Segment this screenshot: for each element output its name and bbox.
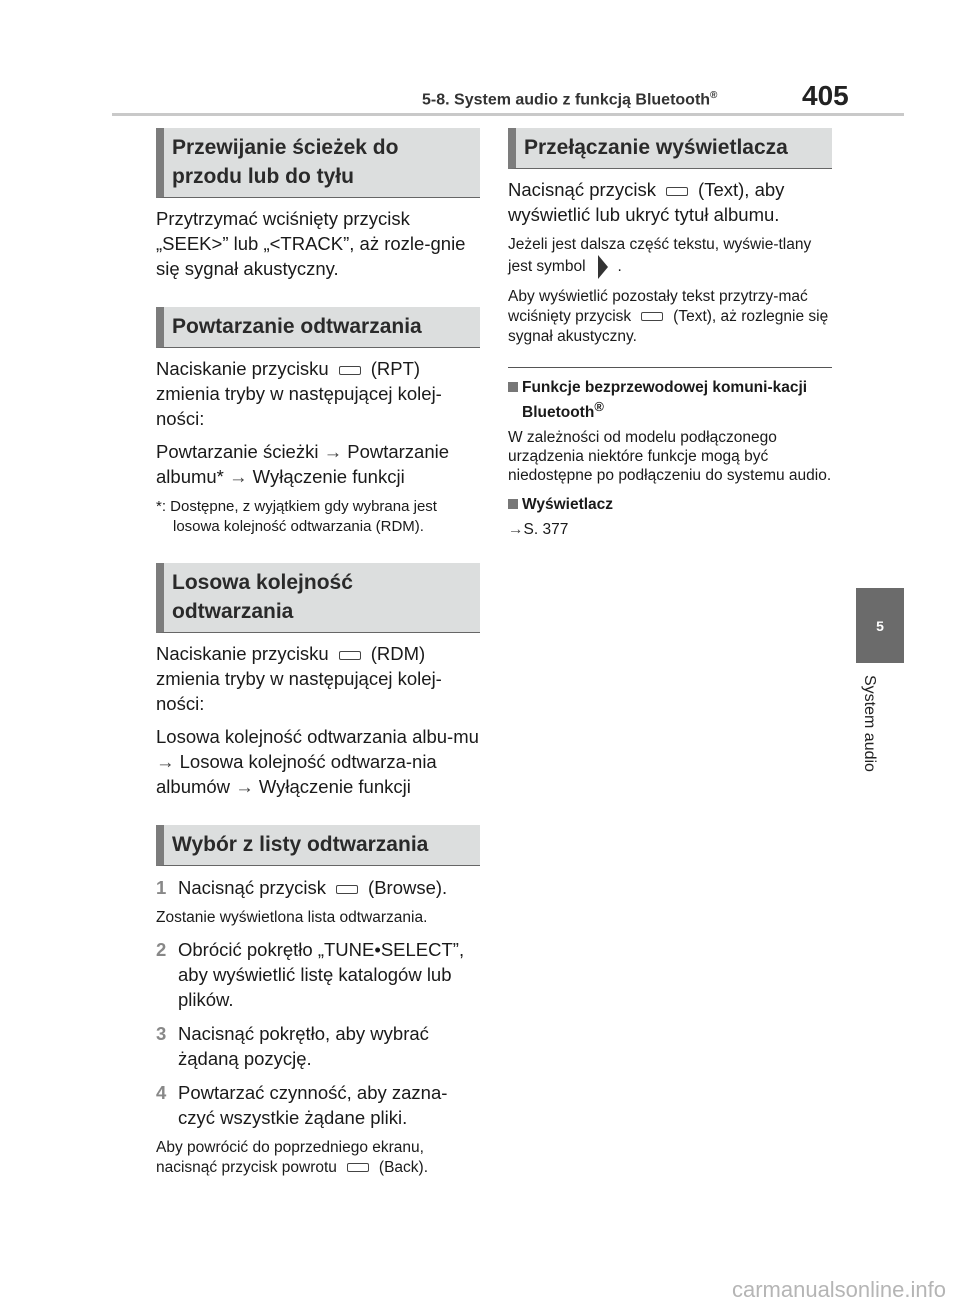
registered-mark: ®	[710, 90, 718, 101]
right-column	[508, 128, 832, 539]
left-column	[156, 128, 480, 1178]
display-ref-link[interactable]: →S. 377	[508, 521, 569, 539]
step-1: 1 Nacisnąć przycisk (Browse).	[156, 877, 448, 898]
chapter-tab[interactable]: 5	[856, 588, 904, 663]
display-symbol-note: Jeżeli jest dalsza część tekstu, wyświe-tlany jest symbol .	[508, 235, 832, 279]
step-2: 2 Obrócić pokrętło „TUNE•SELECT”, aby wyświetlić listę katalogów lub plików.	[156, 939, 465, 1010]
seek-text: Przytrzymać wciśnięty przycisk „SEEK>” lub „<TRACK”, aż rozle-gnie się sygnał akustyczny.	[156, 208, 466, 279]
text-button-icon	[666, 187, 688, 196]
bluetooth-text: W zależności od modelu podłączonego urządzenia niektóre funkcje mogą być niedostępne po podłączeniu do systemu audio.	[508, 429, 832, 485]
heading-display-switch: Przełączanie wyświetlacza	[508, 128, 832, 169]
step-3: 3 Nacisnąć pokrętło, aby wybrać żądaną pozycję.	[156, 1023, 429, 1069]
chapter-label-text: System audio	[861, 675, 878, 772]
arrow-right-icon: →	[156, 751, 175, 772]
section-title	[422, 90, 717, 109]
arrow-right-icon: →	[229, 466, 248, 487]
repeat-footnote: *: Dostępne, z wyjątkiem gdy wybrana jest losowa kolejność odtwarzania (RDM).	[156, 498, 437, 535]
rdm-button-icon	[339, 651, 361, 660]
subsection-divider	[508, 367, 832, 368]
header-divider	[112, 113, 904, 116]
heading-playlist: Wybór z listy odtwarzania	[156, 825, 480, 866]
registered-mark: ®	[594, 399, 604, 414]
arrow-right-icon: →	[323, 441, 343, 462]
page-number: 405	[802, 80, 849, 111]
square-bullet-icon	[508, 499, 518, 509]
rpt-button-icon	[339, 366, 361, 375]
heading-random: Losowa kolejność odtwarzania	[156, 563, 480, 633]
text-button-icon	[641, 312, 663, 321]
random-text: Naciskanie przycisku (RDM) zmienia tryby w następującej kolej-ności:	[156, 643, 442, 714]
heading-seek: Przewijanie ścieżek do przodu lub do tyłu	[156, 128, 480, 198]
step-4: 4 Powtarzać czynność, aby zazna-czyć wszystkie żądane pliki.	[156, 1082, 448, 1128]
back-button-icon	[347, 1163, 369, 1172]
browse-button-icon	[336, 885, 358, 894]
random-sequence: Losowa kolejność odtwarzania albu-mu → Losowa kolejność odtwarza-nia albumów → Wyłączenie funkcji	[156, 726, 479, 797]
section-title-text: 5-8. System audio z funkcją Bluetooth	[422, 91, 711, 109]
repeat-sequence: Powtarzanie ścieżki → Powtarzanie albumu* → Wyłączenie funkcji	[156, 441, 450, 487]
bluetooth-heading: Funkcje bezprzewodowej komuni-kacji Bluetooth®	[508, 378, 832, 422]
display-hold-note: Aby wyświetlić pozostały tekst przytrzy-mać wciśnięty przycisk (Text), aż rozlegnie się sygnał akustyczny.	[508, 288, 829, 345]
display-text: Nacisnąć przycisk (Text), aby wyświetlić lub ukryć tytuł albumu.	[508, 179, 785, 225]
repeat-text: Naciskanie przycisku (RPT) zmienia tryby w następującej kolej-ności:	[156, 358, 442, 429]
back-note: Aby powrócić do poprzedniego ekranu, nacisnąć przycisk powrotu (Back).	[156, 1139, 429, 1176]
step-1-note: Zostanie wyświetlona lista odtwarzania.	[156, 909, 428, 926]
watermark: carmanualsonline.info	[731, 1277, 946, 1302]
chapter-label	[860, 675, 880, 795]
more-text-arrow-icon	[598, 255, 608, 279]
square-bullet-icon	[508, 382, 518, 392]
arrow-right-icon: →	[235, 776, 254, 797]
heading-repeat: Powtarzanie odtwarzania	[156, 307, 480, 348]
display-ref-heading: Wyświetlacz	[508, 495, 832, 514]
arrow-right-icon: →	[508, 521, 524, 539]
